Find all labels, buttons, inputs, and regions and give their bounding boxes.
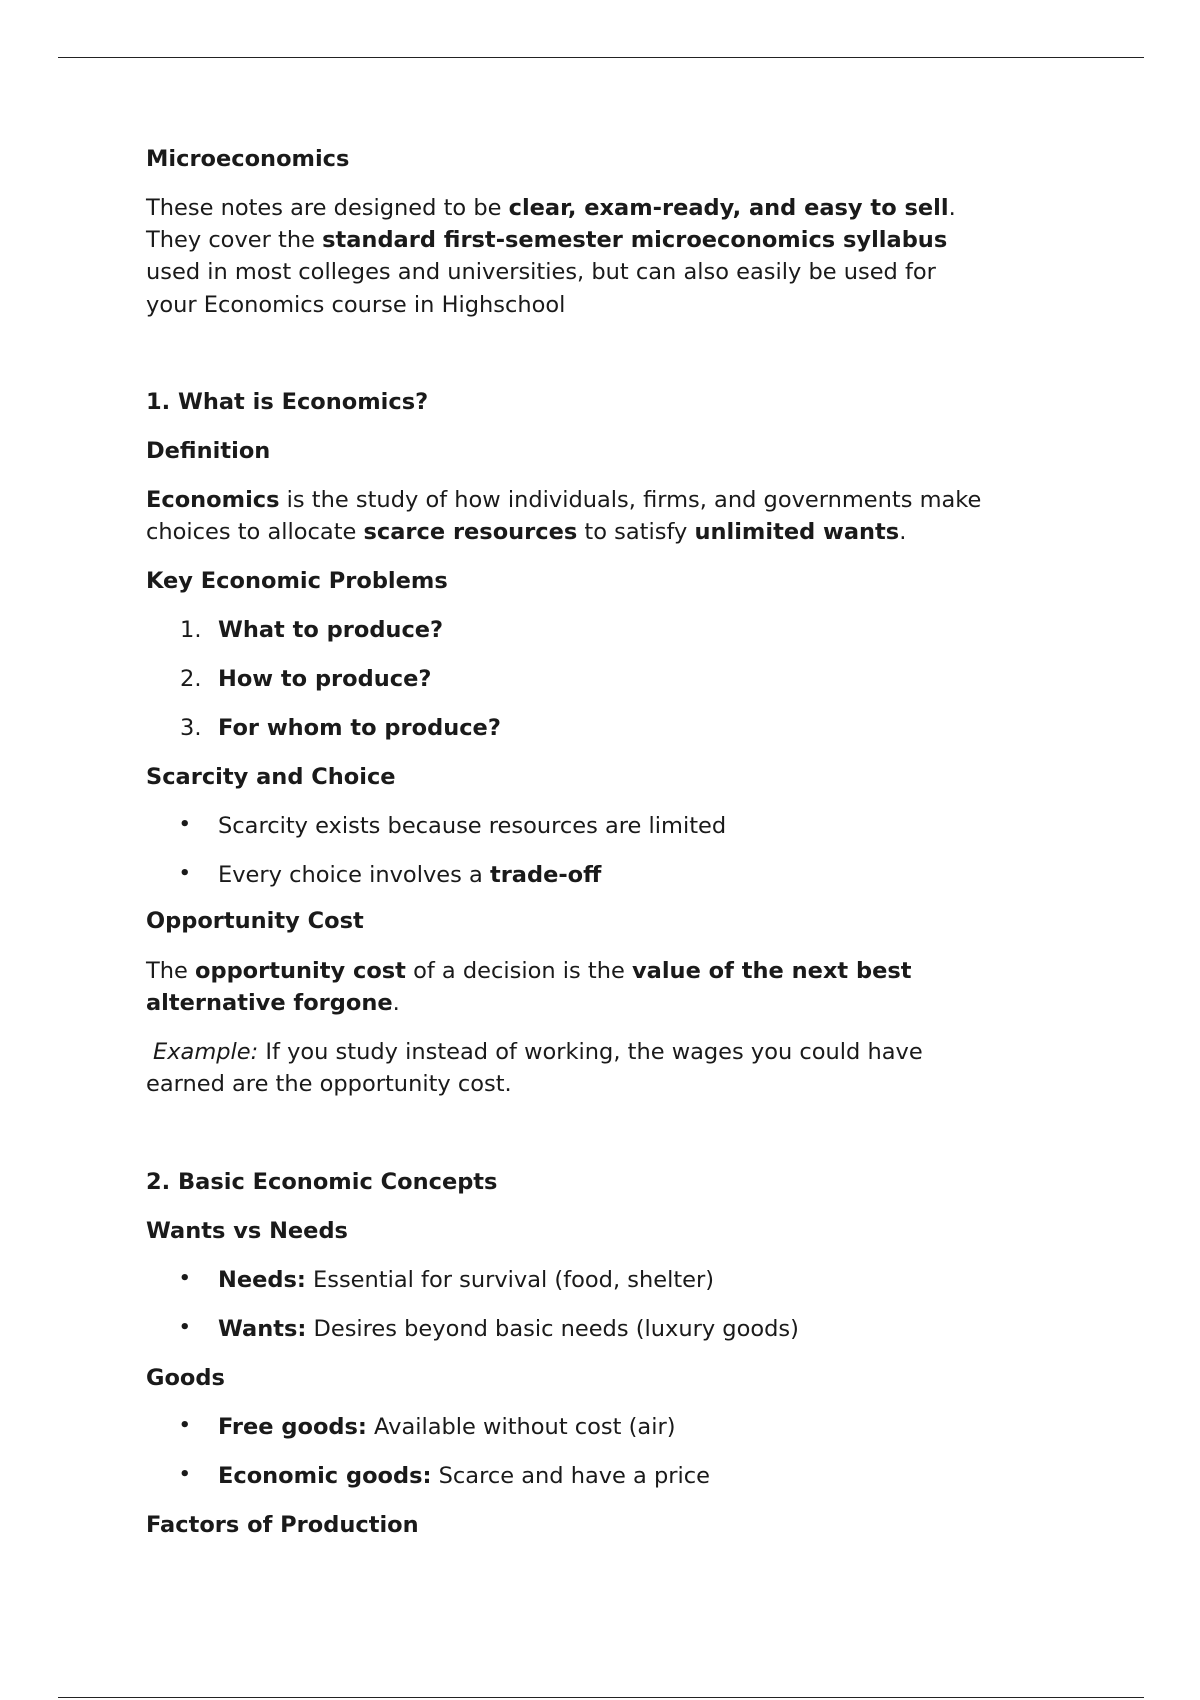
- list-item-text: What to produce?: [218, 617, 444, 643]
- intro-line-2: They cover the standard first-semester microeconomics syllabus: [146, 227, 948, 253]
- list-item-text: Wants: Desires beyond basic needs (luxury goods): [218, 1316, 799, 1342]
- scarcity-heading: Scarcity and Choice: [146, 764, 396, 790]
- section-1-heading: 1. What is Economics?: [146, 389, 429, 415]
- bullet-icon: •: [179, 863, 191, 884]
- list-item-text: Every choice involves a trade-off: [218, 862, 602, 888]
- bullet-icon: •: [179, 1464, 191, 1485]
- list-number: 1.: [180, 617, 202, 643]
- example-label: Example:: [153, 1039, 259, 1065]
- bullet-icon: •: [179, 1268, 191, 1289]
- wants-needs-heading: Wants vs Needs: [146, 1218, 348, 1244]
- list-item-text: For whom to produce?: [218, 715, 501, 741]
- top-rule: [58, 57, 1144, 58]
- list-item-text: Economic goods: Scarce and have a price: [218, 1463, 710, 1489]
- opportunity-line-1: The opportunity cost of a decision is the value of the next best: [146, 958, 912, 984]
- list-item-text: How to produce?: [218, 666, 432, 692]
- goods-heading: Goods: [146, 1365, 225, 1391]
- opportunity-line-2: alternative forgone.: [146, 990, 400, 1016]
- bullet-icon: •: [179, 1415, 191, 1436]
- list-item-text: Free goods: Available without cost (air): [218, 1414, 676, 1440]
- list-item-text: Needs: Essential for survival (food, shelter): [218, 1267, 715, 1293]
- example-line-2: earned are the opportunity cost.: [146, 1071, 512, 1097]
- intro-line-3: used in most colleges and universities, but can also easily be used for: [146, 259, 936, 285]
- key-problems-heading: Key Economic Problems: [146, 568, 448, 594]
- definition-heading: Definition: [146, 438, 271, 464]
- opportunity-cost-heading: Opportunity Cost: [146, 908, 364, 934]
- intro-line-4: your Economics course in Highschool: [146, 292, 566, 318]
- section-2-heading: 2. Basic Economic Concepts: [146, 1169, 498, 1195]
- bullet-icon: •: [179, 1317, 191, 1338]
- intro-line-1: These notes are designed to be clear, exam-ready, and easy to sell.: [146, 195, 956, 221]
- definition-line-2: choices to allocate scarce resources to satisfy unlimited wants.: [146, 519, 907, 545]
- example-line-1: Example: If you study instead of working, the wages you could have: [153, 1039, 923, 1065]
- bottom-rule: [58, 1697, 1144, 1698]
- factors-heading: Factors of Production: [146, 1512, 419, 1538]
- list-number: 2.: [180, 666, 202, 692]
- document-title: Microeconomics: [146, 146, 350, 172]
- definition-line-1: Economics is the study of how individuals, firms, and governments make: [146, 487, 982, 513]
- bullet-icon: •: [179, 814, 191, 835]
- list-number: 3.: [180, 715, 202, 741]
- list-item-text: Scarcity exists because resources are limited: [218, 813, 727, 839]
